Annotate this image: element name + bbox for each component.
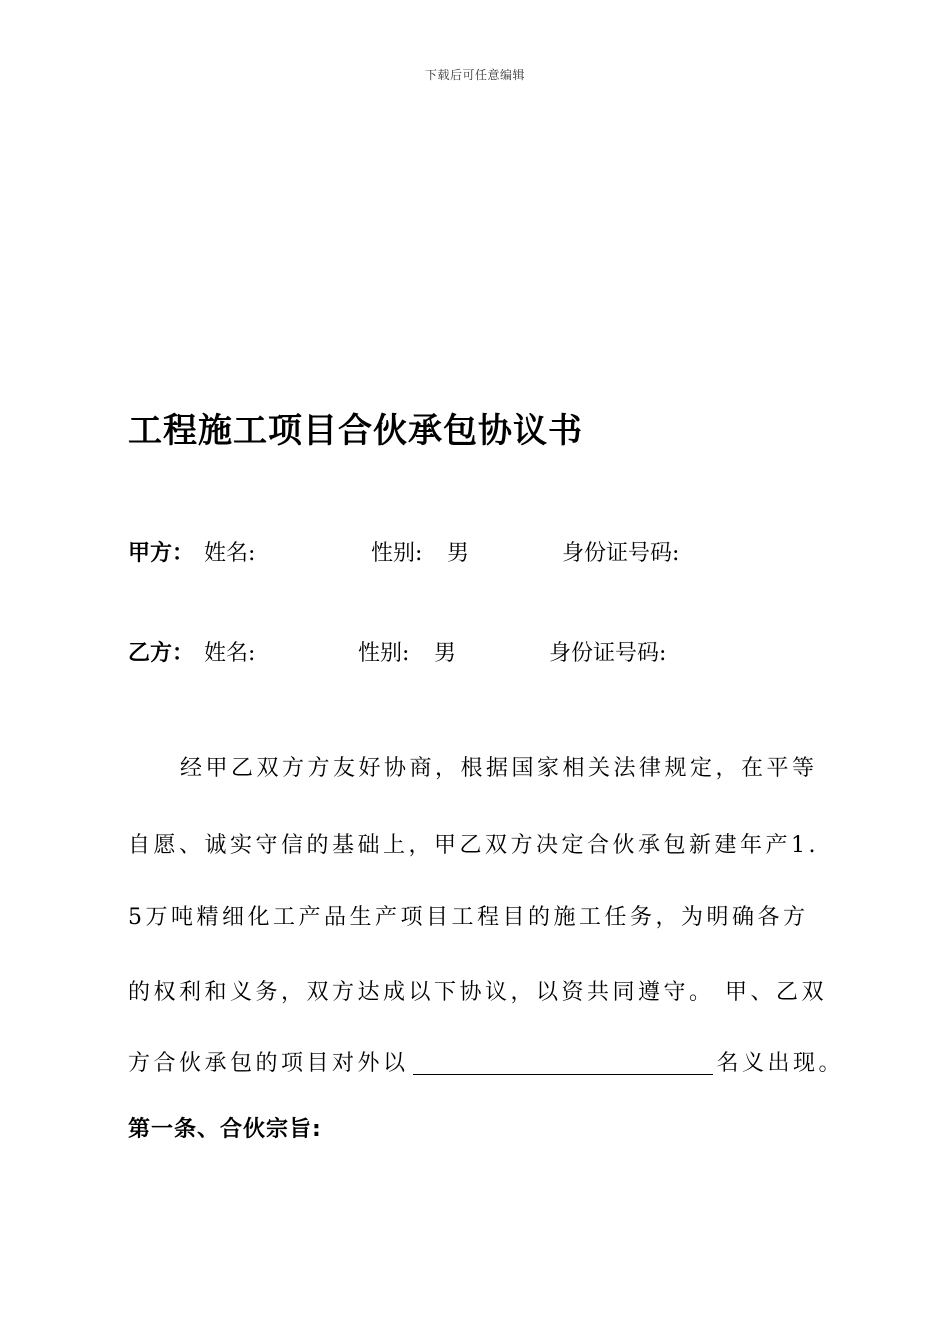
party-b-id-label: 身份证号码: [549,641,667,666]
document-title: 工程施工项目合伙承包协议书 [128,411,583,451]
body-line-4: 的权利和义务，双方达成以下协议，以资共同遵守。 甲、乙双 [128,980,827,1005]
section-1-heading: 第一条、合伙宗旨: [128,1117,322,1142]
body-line-2: 自愿、诚实守信的基础上，甲乙双方决定合伙承包新建年产1. [128,833,819,858]
party-b-name-label: 姓名: [204,641,256,666]
body-line-5 [128,1046,845,1077]
party-a-gender-value: 男 [447,541,470,566]
party-b-label: 乙方： [128,641,195,666]
party-b-gender-label: 性别: [358,641,410,666]
party-a-id-label: 身份证号码: [562,541,680,566]
party-a-gender-label: 性别: [371,541,423,566]
body-line-1: 经甲乙双方方友好协商，根据国家相关法律规定，在平等 [180,756,818,781]
body-line-5-after: 名义出现。 [716,1051,845,1076]
header-note: 下载后可任意编辑 [424,68,525,82]
party-a-label: 甲方： [128,541,195,566]
project-name-blank[interactable] [413,1048,713,1075]
party-a-name-label: 姓名: [204,541,256,566]
body-line-5-before: 方合伙承包的项目对外以 [128,1051,409,1076]
body-line-3: 5万吨精细化工产品生产项目工程目的施工任务，为明确各方 [128,905,809,930]
party-b-gender-value: 男 [434,641,457,666]
